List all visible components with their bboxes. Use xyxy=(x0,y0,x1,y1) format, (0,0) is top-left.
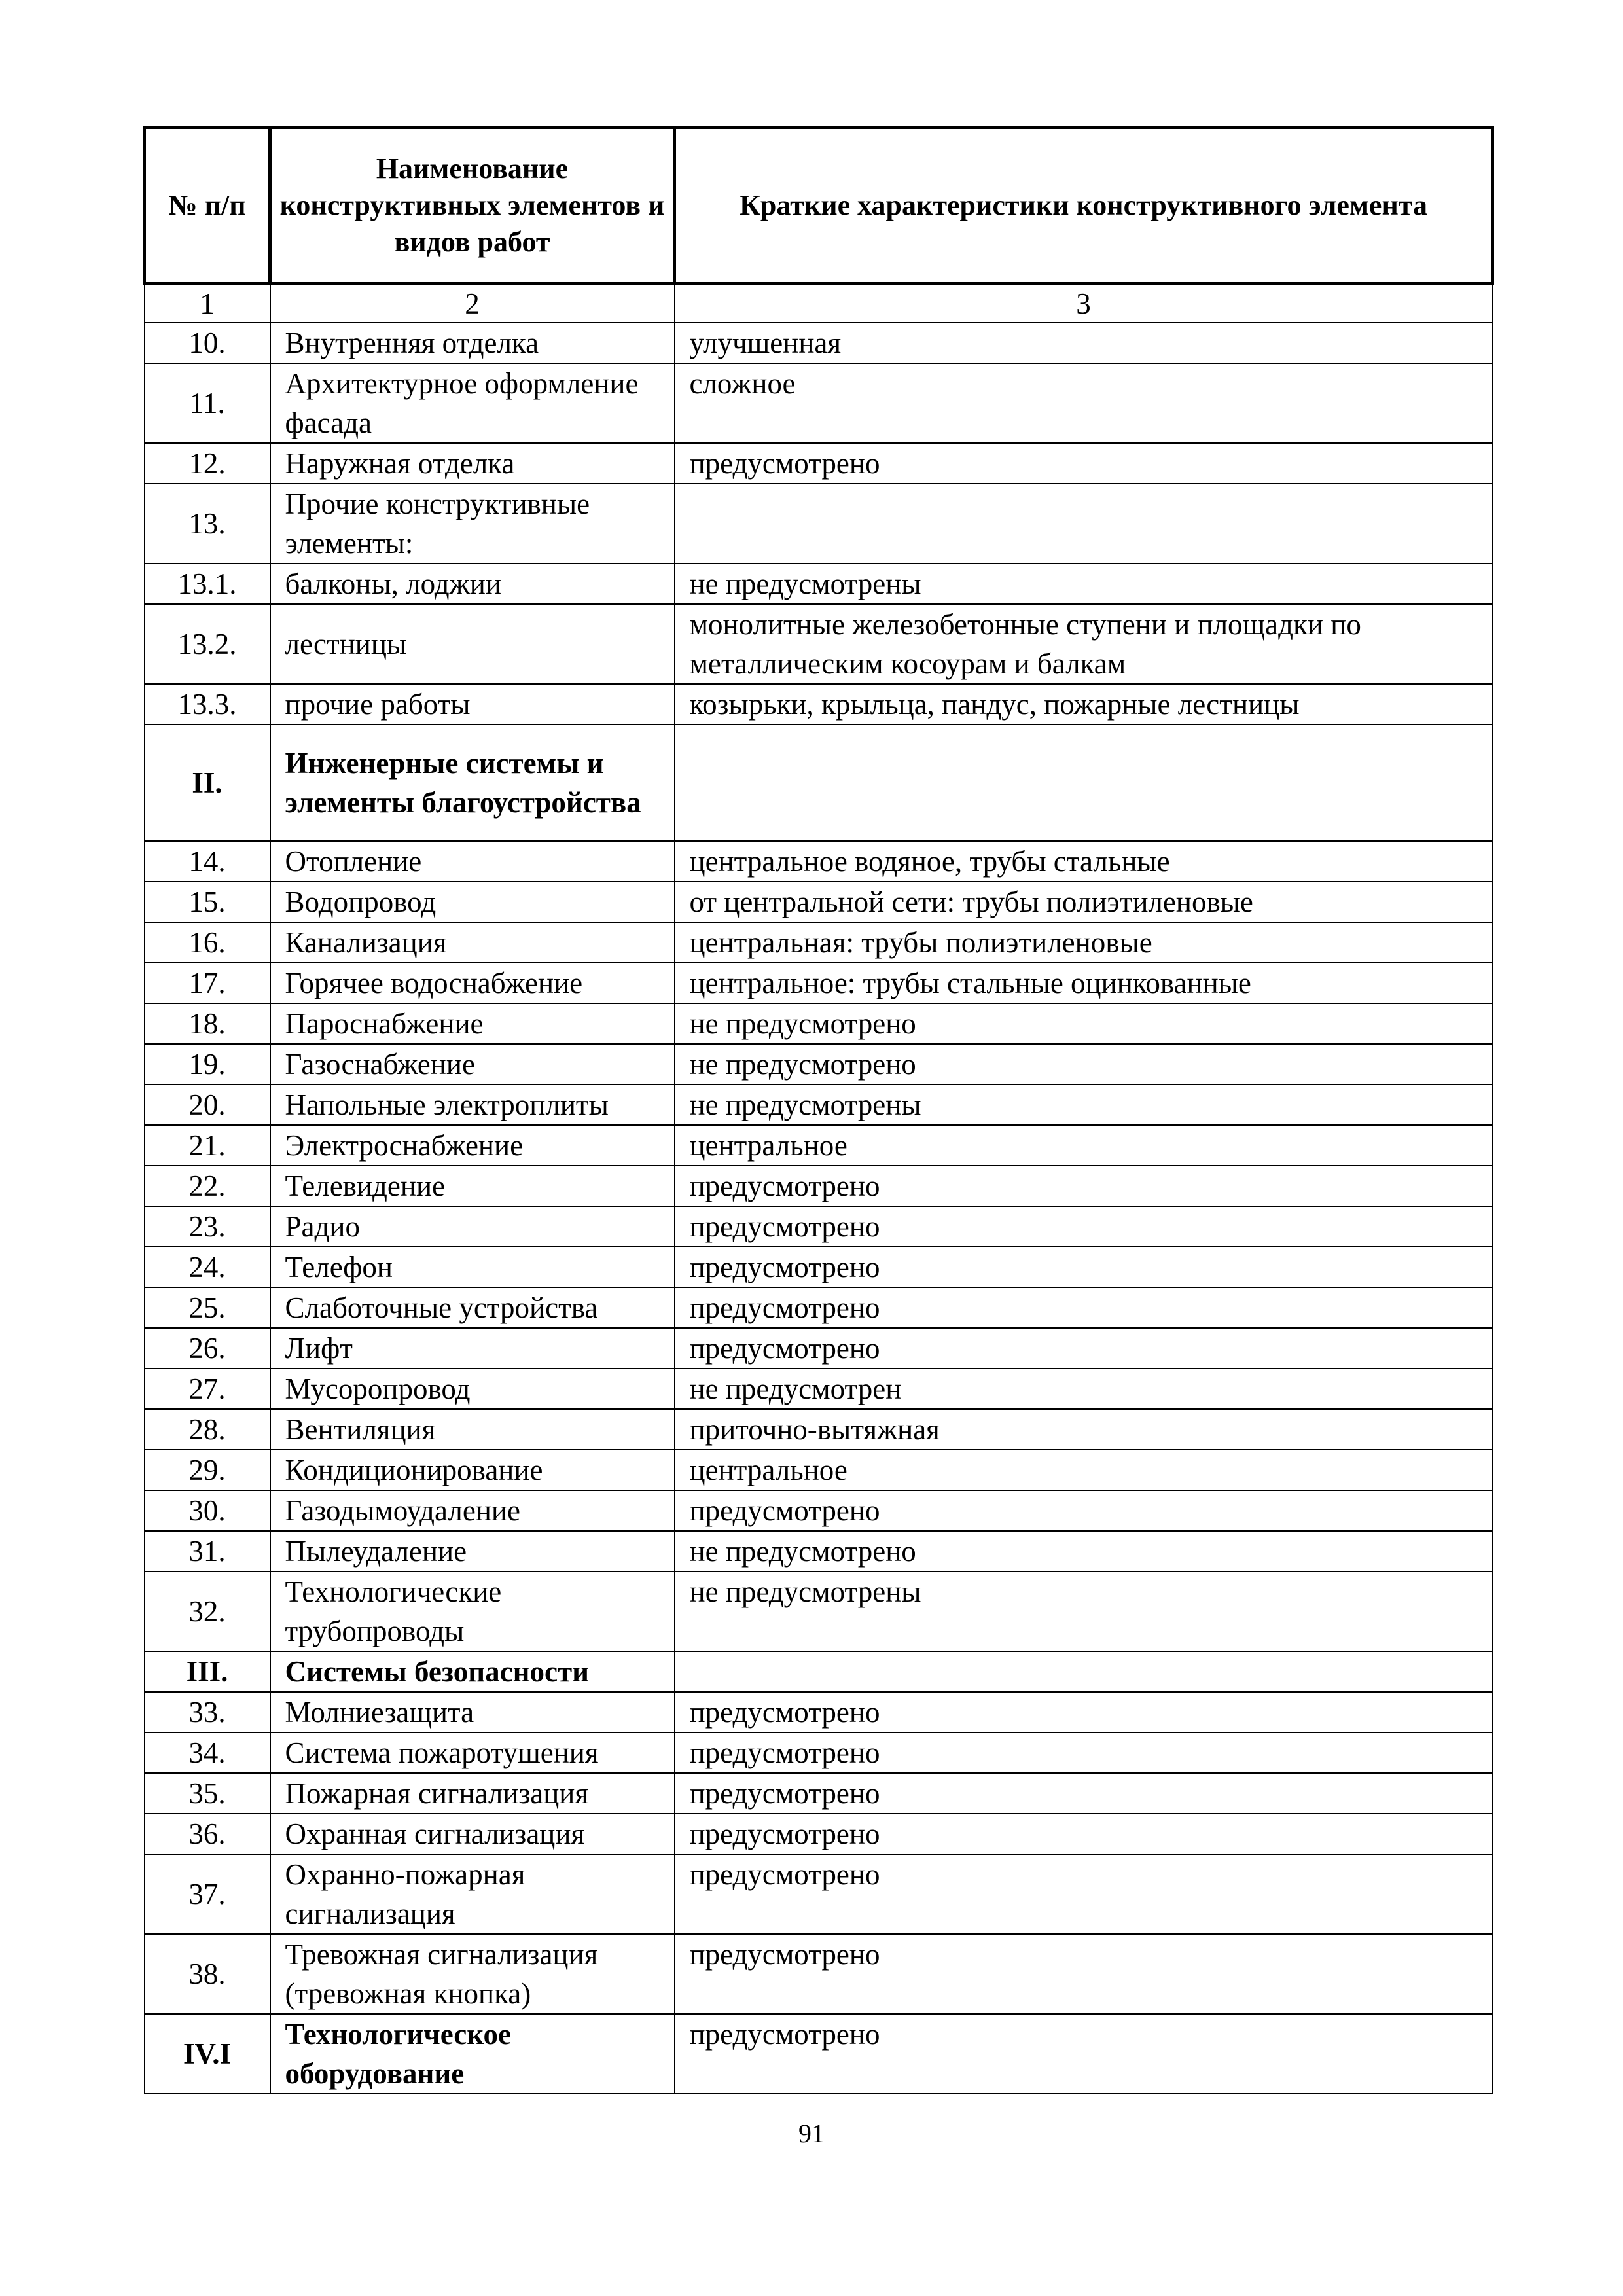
row-element-name: Наружная отделка xyxy=(270,443,675,484)
row-number: 26. xyxy=(145,1328,270,1369)
table-row xyxy=(145,1773,1493,1814)
row-element-name: Пылеудаление xyxy=(270,1531,675,1571)
row-element-name: Лифт xyxy=(270,1328,675,1369)
row-characteristics: предусмотрено xyxy=(675,1166,1493,1206)
table-row xyxy=(145,604,1493,684)
row-element-name: Радио xyxy=(270,1206,675,1247)
row-characteristics: приточно-вытяжная xyxy=(675,1409,1493,1450)
row-characteristics: не предусмотрено xyxy=(675,1044,1493,1085)
row-number: 24. xyxy=(145,1247,270,1287)
row-element-name: Тревожная сигнализация (тревожная кнопка) xyxy=(270,1934,675,2014)
table-row xyxy=(145,1854,1493,1934)
row-characteristics: предусмотрено xyxy=(675,1934,1493,2014)
table-row xyxy=(145,1003,1493,1044)
row-element-name: Архитектурное оформление фасада xyxy=(270,363,675,443)
row-number: 29. xyxy=(145,1450,270,1490)
row-characteristics: центральная: трубы полиэтиленовые xyxy=(675,922,1493,963)
row-number: 27. xyxy=(145,1369,270,1409)
row-element-name: Электроснабжение xyxy=(270,1125,675,1166)
row-characteristics: предусмотрено xyxy=(675,1287,1493,1328)
section-row xyxy=(145,1651,1493,1692)
table-row xyxy=(145,882,1493,922)
column-number: 2 xyxy=(270,284,675,323)
row-element-name: балконы, лоджии xyxy=(270,564,675,604)
row-characteristics: предусмотрено xyxy=(675,2014,1493,2094)
table-row xyxy=(145,1044,1493,1085)
table-row xyxy=(145,443,1493,484)
row-number: 37. xyxy=(145,1854,270,1934)
row-characteristics: не предусмотрены xyxy=(675,1571,1493,1651)
table-row xyxy=(145,1206,1493,1247)
row-element-name: Отопление xyxy=(270,841,675,882)
row-characteristics: улучшенная xyxy=(675,323,1493,363)
row-element-name: Молниезащита xyxy=(270,1692,675,1732)
section-row xyxy=(145,725,1493,841)
row-element-name: Канализация xyxy=(270,922,675,963)
table-row xyxy=(145,363,1493,443)
row-number: 31. xyxy=(145,1531,270,1571)
row-number: 12. xyxy=(145,443,270,484)
row-number: 23. xyxy=(145,1206,270,1247)
table-row xyxy=(145,1409,1493,1450)
row-characteristics: центральное xyxy=(675,1125,1493,1166)
row-number: 25. xyxy=(145,1287,270,1328)
row-characteristics: предусмотрено xyxy=(675,443,1493,484)
row-number: IV.I xyxy=(145,2014,270,2094)
row-characteristics: предусмотрено xyxy=(675,1490,1493,1531)
row-element-name: Телефон xyxy=(270,1247,675,1287)
row-number: 11. xyxy=(145,363,270,443)
section-row xyxy=(145,2014,1493,2094)
row-element-name: Мусоропровод xyxy=(270,1369,675,1409)
row-element-name: Газоснабжение xyxy=(270,1044,675,1085)
row-number: 16. xyxy=(145,922,270,963)
row-element-name: Напольные электроплиты xyxy=(270,1085,675,1125)
table-row xyxy=(145,684,1493,725)
row-number: 18. xyxy=(145,1003,270,1044)
row-number: 10. xyxy=(145,323,270,363)
row-characteristics: от центральной сети: трубы полиэтиленовые xyxy=(675,882,1493,922)
header-element-name: Наименование конструктивных элементов и видов работ xyxy=(270,128,675,284)
row-element-name: Охранно-пожарная сигнализация xyxy=(270,1854,675,1934)
row-number: 13.3. xyxy=(145,684,270,725)
table-row xyxy=(145,1490,1493,1531)
row-characteristics: центральное: трубы стальные оцинкованные xyxy=(675,963,1493,1003)
row-characteristics: не предусмотрено xyxy=(675,1531,1493,1571)
row-element-name: прочие работы xyxy=(270,684,675,725)
table-row xyxy=(145,1328,1493,1369)
row-number: 34. xyxy=(145,1732,270,1773)
row-characteristics: центральное xyxy=(675,1450,1493,1490)
row-characteristics: предусмотрено xyxy=(675,1773,1493,1814)
table-row xyxy=(145,564,1493,604)
table-body xyxy=(145,323,1493,2094)
row-characteristics: центральное водяное, трубы стальные xyxy=(675,841,1493,882)
table-row xyxy=(145,922,1493,963)
specification-table xyxy=(143,126,1494,2094)
row-characteristics: предусмотрено xyxy=(675,1854,1493,1934)
column-number: 1 xyxy=(145,284,270,323)
header-characteristics: Краткие характеристики конструктивного элемента xyxy=(675,128,1493,284)
row-element-name: Система пожаротушения xyxy=(270,1732,675,1773)
column-number-row xyxy=(145,284,1493,323)
row-element-name: Водопровод xyxy=(270,882,675,922)
table-row xyxy=(145,1287,1493,1328)
row-number: 21. xyxy=(145,1125,270,1166)
row-number: 38. xyxy=(145,1934,270,2014)
row-number: 32. xyxy=(145,1571,270,1651)
row-element-name: Слаботочные устройства xyxy=(270,1287,675,1328)
row-number: 33. xyxy=(145,1692,270,1732)
row-element-name: Пароснабжение xyxy=(270,1003,675,1044)
row-number: 15. xyxy=(145,882,270,922)
table-row xyxy=(145,1692,1493,1732)
row-number: 13. xyxy=(145,484,270,564)
table-row xyxy=(145,1369,1493,1409)
page-number: 91 xyxy=(798,2119,825,2148)
table-row xyxy=(145,1125,1493,1166)
row-number: 17. xyxy=(145,963,270,1003)
row-element-name: Системы безопасности xyxy=(270,1651,675,1692)
row-characteristics xyxy=(675,725,1493,841)
row-characteristics: предусмотрено xyxy=(675,1814,1493,1854)
row-element-name: Кондиционирование xyxy=(270,1450,675,1490)
row-number: 13.2. xyxy=(145,604,270,684)
table-row xyxy=(145,1247,1493,1287)
table-row xyxy=(145,1085,1493,1125)
table-row xyxy=(145,1934,1493,2014)
row-number: 19. xyxy=(145,1044,270,1085)
row-element-name: Инженерные системы и элементы благоустройства xyxy=(270,725,675,841)
row-number: II. xyxy=(145,725,270,841)
row-characteristics: не предусмотрено xyxy=(675,1003,1493,1044)
row-element-name: лестницы xyxy=(270,604,675,684)
row-characteristics xyxy=(675,484,1493,564)
row-number: 30. xyxy=(145,1490,270,1531)
row-element-name: Пожарная сигнализация xyxy=(270,1773,675,1814)
table-row xyxy=(145,1732,1493,1773)
row-number: 35. xyxy=(145,1773,270,1814)
row-number: 14. xyxy=(145,841,270,882)
table-row xyxy=(145,323,1493,363)
row-element-name: Горячее водоснабжение xyxy=(270,963,675,1003)
row-number: 36. xyxy=(145,1814,270,1854)
row-element-name: Технологическое оборудование xyxy=(270,2014,675,2094)
row-number: 20. xyxy=(145,1085,270,1125)
row-element-name: Прочие конструктивные элементы: xyxy=(270,484,675,564)
row-characteristics: предусмотрено xyxy=(675,1732,1493,1773)
table-row xyxy=(145,1166,1493,1206)
row-element-name: Технологические трубопроводы xyxy=(270,1571,675,1651)
row-characteristics: не предусмотрены xyxy=(675,564,1493,604)
row-characteristics: предусмотрено xyxy=(675,1206,1493,1247)
table-header xyxy=(145,128,1493,323)
row-characteristics: сложное xyxy=(675,363,1493,443)
row-characteristics: монолитные железобетонные ступени и площадки по металлическим косоурам и балкам xyxy=(675,604,1493,684)
table-row xyxy=(145,1531,1493,1571)
table-row xyxy=(145,484,1493,564)
row-characteristics: предусмотрено xyxy=(675,1247,1493,1287)
row-characteristics: предусмотрено xyxy=(675,1328,1493,1369)
row-characteristics: не предусмотрен xyxy=(675,1369,1493,1409)
row-element-name: Телевидение xyxy=(270,1166,675,1206)
row-element-name: Газодымоудаление xyxy=(270,1490,675,1531)
row-characteristics: предусмотрено xyxy=(675,1692,1493,1732)
table-row xyxy=(145,1571,1493,1651)
table-row xyxy=(145,1814,1493,1854)
row-element-name: Внутренняя отделка xyxy=(270,323,675,363)
row-number: III. xyxy=(145,1651,270,1692)
row-characteristics: не предусмотрены xyxy=(675,1085,1493,1125)
row-number: 22. xyxy=(145,1166,270,1206)
table-row xyxy=(145,963,1493,1003)
row-element-name: Охранная сигнализация xyxy=(270,1814,675,1854)
row-characteristics: козырьки, крыльца, пандус, пожарные лестницы xyxy=(675,684,1493,725)
row-number: 28. xyxy=(145,1409,270,1450)
row-characteristics xyxy=(675,1651,1493,1692)
row-number: 13.1. xyxy=(145,564,270,604)
table-row xyxy=(145,1450,1493,1490)
table-row xyxy=(145,841,1493,882)
header-number: № п/п xyxy=(145,128,270,284)
column-number: 3 xyxy=(675,284,1493,323)
row-element-name: Вентиляция xyxy=(270,1409,675,1450)
